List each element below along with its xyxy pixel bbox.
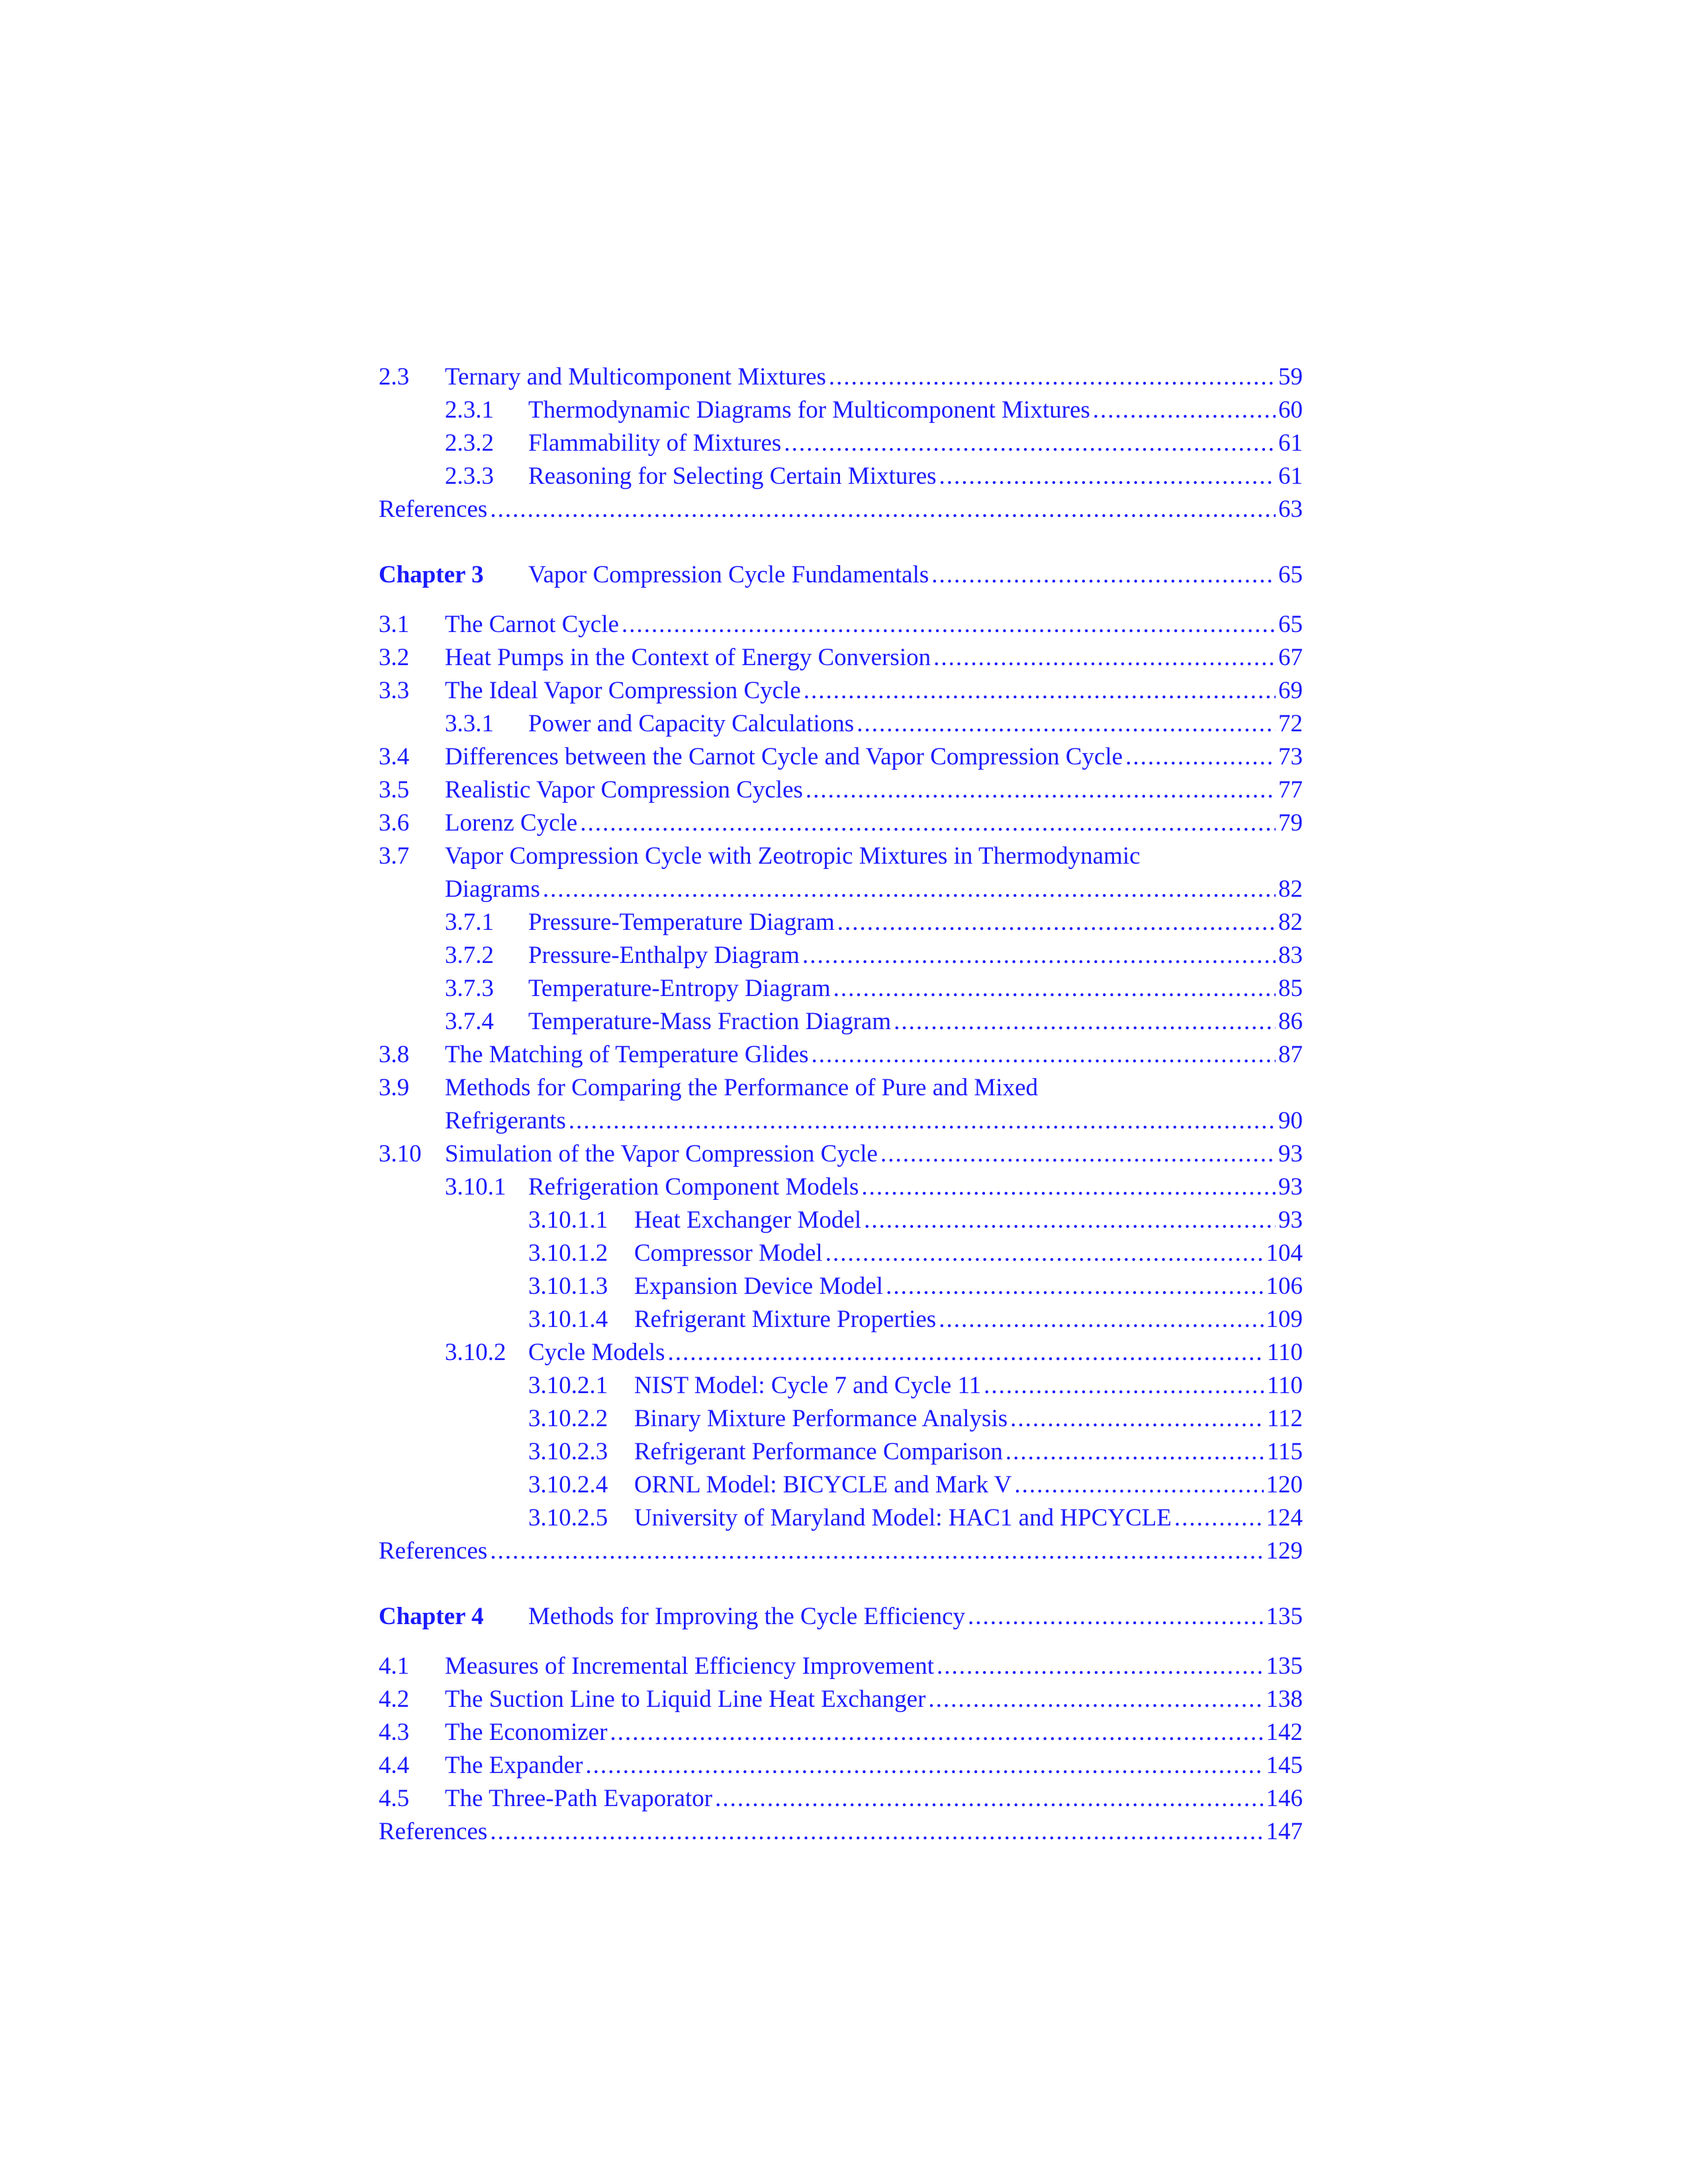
entry-page: 67 [1278, 644, 1303, 671]
entry-number: 2.3 [379, 363, 410, 390]
entry-number: 3.9 [379, 1074, 410, 1101]
dot-leader [802, 939, 1276, 972]
entry-number: 3.2 [379, 644, 410, 671]
toc-entry-3-6[interactable] [379, 807, 1303, 840]
dot-leader [543, 873, 1276, 906]
entry-page: 142 [1266, 1719, 1303, 1746]
entry-number: 3.10.1.1 [528, 1206, 608, 1234]
toc-entry-4-5[interactable] [379, 1782, 1303, 1815]
toc-entry-3-5[interactable] [379, 774, 1303, 807]
dot-leader [880, 1138, 1276, 1171]
dot-leader [804, 674, 1276, 707]
chapter-page: 65 [1278, 561, 1303, 588]
entry-page: 85 [1278, 975, 1303, 1002]
entry-title: References [379, 496, 488, 523]
dot-leader [1093, 394, 1276, 427]
entry-number: 3.3 [379, 677, 410, 704]
toc-entry-3-10-1-2[interactable] [379, 1237, 1303, 1270]
entry-page: 110 [1266, 1372, 1303, 1399]
dot-leader [784, 427, 1276, 460]
entry-page: 115 [1266, 1438, 1303, 1465]
entry-title: Simulation of the Vapor Compression Cycle [445, 1140, 878, 1167]
dot-leader [586, 1749, 1264, 1782]
entry-number: 4.4 [379, 1752, 410, 1779]
toc-entry-3-1[interactable] [379, 608, 1303, 641]
entry-page: 61 [1278, 463, 1303, 490]
toc-entry-3-4[interactable] [379, 741, 1303, 774]
entry-number: 2.3.3 [445, 463, 494, 490]
entry-title: The Three-Path Evaporator [445, 1785, 713, 1812]
entry-number: 3.10.1 [445, 1173, 506, 1201]
chapter-page: 135 [1266, 1603, 1303, 1630]
entry-number: 3.5 [379, 776, 410, 803]
toc-entry-3-10-1[interactable] [379, 1171, 1303, 1204]
entry-number: 3.10.2.1 [528, 1372, 608, 1399]
dot-leader [1174, 1502, 1264, 1535]
dot-leader [937, 1650, 1263, 1683]
entry-page: 77 [1278, 776, 1303, 803]
toc-entry-4-3[interactable] [379, 1716, 1303, 1749]
toc-entry-3-7-1[interactable] [379, 906, 1303, 939]
entry-page: 61 [1278, 430, 1303, 457]
entry-page: 145 [1266, 1752, 1303, 1779]
entry-number: 3.10.2.2 [528, 1405, 608, 1432]
toc-chapter-3[interactable] [379, 559, 1303, 592]
entry-number: 4.5 [379, 1785, 410, 1812]
entry-page: 138 [1266, 1686, 1303, 1713]
entry-title: Refrigeration Component Models [528, 1173, 859, 1201]
dot-leader [1125, 741, 1276, 774]
entry-page: 135 [1266, 1653, 1303, 1680]
entry-title: University of Maryland Model: HAC1 and HPCYCLE [634, 1504, 1172, 1531]
toc-chapter-4[interactable] [379, 1600, 1303, 1633]
entry-number: 3.10 [379, 1140, 422, 1167]
toc-entry-3-8[interactable] [379, 1038, 1303, 1071]
entry-page: 90 [1278, 1107, 1303, 1134]
toc-entry-3-7[interactable] [379, 840, 1303, 906]
toc-entry-references-ch4[interactable] [379, 1815, 1303, 1848]
toc-entry-3-3[interactable] [379, 674, 1303, 707]
entry-title: The Expander [445, 1752, 583, 1779]
entry-page: 146 [1266, 1785, 1303, 1812]
dot-leader [825, 1237, 1264, 1270]
entry-title: Measures of Incremental Efficiency Improvement [445, 1653, 935, 1680]
toc-entry-4-4[interactable] [379, 1749, 1303, 1782]
entry-title-continued: Refrigerants [445, 1107, 566, 1134]
entry-title: References [379, 1818, 488, 1845]
toc-entry-4-2[interactable] [379, 1683, 1303, 1716]
toc-entry-3-10-1-3[interactable] [379, 1270, 1303, 1303]
dot-leader [833, 972, 1276, 1005]
toc-entry-references-ch2[interactable] [379, 493, 1303, 526]
entry-number: 3.3.1 [445, 710, 494, 737]
entry-title: Reasoning for Selecting Certain Mixtures [528, 463, 937, 490]
entry-page: 82 [1278, 909, 1303, 936]
dot-leader [668, 1336, 1264, 1369]
entry-title: Binary Mixture Performance Analysis [634, 1405, 1008, 1432]
dot-leader [622, 608, 1276, 641]
entry-title: Lorenz Cycle [445, 809, 578, 837]
dot-leader [894, 1005, 1276, 1038]
table-of-contents [379, 361, 1303, 1848]
dot-leader [1006, 1435, 1264, 1469]
entry-title: Compressor Model [634, 1240, 823, 1267]
entry-number: 3.4 [379, 743, 410, 770]
entry-page: 59 [1278, 363, 1303, 390]
entry-page: 112 [1266, 1405, 1303, 1432]
entry-number: 3.6 [379, 809, 410, 837]
entry-number: 3.10.2 [445, 1339, 506, 1366]
entry-page: 60 [1278, 396, 1303, 424]
entry-page: 69 [1278, 677, 1303, 704]
toc-entry-3-2[interactable] [379, 641, 1303, 674]
entry-title: Refrigerant Mixture Properties [634, 1306, 937, 1333]
toc-entry-3-10[interactable] [379, 1138, 1303, 1171]
entry-page: 79 [1278, 809, 1303, 837]
entry-title: Heat Pumps in the Context of Energy Conversion [445, 644, 931, 671]
entry-page: 124 [1266, 1504, 1303, 1531]
dot-leader [715, 1782, 1263, 1815]
dot-leader [490, 1815, 1263, 1848]
dot-leader [1010, 1402, 1264, 1435]
entry-page: 63 [1278, 496, 1303, 523]
toc-entry-references-ch3[interactable] [379, 1535, 1303, 1568]
dot-leader [864, 1204, 1276, 1237]
entry-page: 147 [1266, 1818, 1303, 1845]
entry-number: 3.10.1.3 [528, 1273, 608, 1300]
entry-title: Realistic Vapor Compression Cycles [445, 776, 803, 803]
dot-leader [812, 1038, 1276, 1071]
dot-leader [984, 1369, 1264, 1402]
entry-number: 4.3 [379, 1719, 410, 1746]
entry-title: Temperature-Entropy Diagram [528, 975, 831, 1002]
toc-entry-2-3-3[interactable] [379, 460, 1303, 493]
dot-leader [569, 1105, 1276, 1138]
entry-number: 3.1 [379, 611, 410, 638]
entry-title: Vapor Compression Cycle with Zeotropic Mixtures in Thermodynamic [445, 842, 1141, 870]
toc-entry-2-3-2[interactable] [379, 427, 1303, 460]
toc-entry-3-9[interactable] [379, 1071, 1303, 1138]
entry-title: Pressure-Enthalpy Diagram [528, 942, 800, 969]
entry-page: 73 [1278, 743, 1303, 770]
entry-number: 3.7.2 [445, 942, 494, 969]
chapter-label: Chapter 4 [379, 1603, 484, 1630]
entry-title: The Matching of Temperature Glides [445, 1041, 809, 1068]
entry-page: 106 [1266, 1273, 1303, 1300]
entry-page: 86 [1278, 1008, 1303, 1035]
entry-number: 3.7.3 [445, 975, 494, 1002]
dot-leader [857, 707, 1276, 741]
toc-entry-3-7-2[interactable] [379, 939, 1303, 972]
chapter-title: Methods for Improving the Cycle Efficiency [528, 1603, 966, 1630]
entry-page: 83 [1278, 942, 1303, 969]
toc-entry-3-10-1-1[interactable] [379, 1204, 1303, 1237]
dot-leader [806, 774, 1276, 807]
entry-title: Heat Exchanger Model [634, 1206, 862, 1234]
toc-entry-2-3[interactable] [379, 361, 1303, 394]
toc-entry-3-10-2-2[interactable] [379, 1402, 1303, 1435]
entry-page: 72 [1278, 710, 1303, 737]
entry-title-continued: Diagrams [445, 876, 540, 903]
dot-leader [829, 361, 1276, 394]
entry-number: 2.3.1 [445, 396, 494, 424]
dot-leader [490, 1535, 1263, 1568]
toc-entry-3-10-2[interactable] [379, 1336, 1303, 1369]
toc-entry-3-10-2-1[interactable] [379, 1369, 1303, 1402]
toc-entry-3-10-2-4[interactable] [379, 1469, 1303, 1502]
entry-number: 3.10.2.4 [528, 1471, 608, 1498]
dot-leader [939, 460, 1276, 493]
dot-leader [886, 1270, 1263, 1303]
entry-number: 3.7 [379, 842, 410, 870]
entry-title: ORNL Model: BICYCLE and Mark V [634, 1471, 1012, 1498]
dot-leader [837, 906, 1276, 939]
entry-title: Cycle Models [528, 1339, 665, 1366]
entry-number: 4.1 [379, 1653, 410, 1680]
entry-page: 93 [1278, 1206, 1303, 1234]
entry-number: 3.10.1.4 [528, 1306, 608, 1333]
toc-entry-2-3-1[interactable] [379, 394, 1303, 427]
toc-entry-3-10-2-3[interactable] [379, 1435, 1303, 1469]
dot-leader [580, 807, 1276, 840]
dot-leader [1014, 1469, 1263, 1502]
entry-page: 104 [1266, 1240, 1303, 1267]
entry-title: The Ideal Vapor Compression Cycle [445, 677, 801, 704]
toc-entry-3-3-1[interactable] [379, 707, 1303, 741]
entry-title: Pressure-Temperature Diagram [528, 909, 835, 936]
entry-page: 120 [1266, 1471, 1303, 1498]
entry-title: Flammability of Mixtures [528, 430, 782, 457]
dot-leader [928, 1683, 1263, 1716]
entry-title: Power and Capacity Calculations [528, 710, 855, 737]
entry-page: 87 [1278, 1041, 1303, 1068]
chapter-title: Vapor Compression Cycle Fundamentals [528, 561, 929, 588]
toc-entry-3-7-3[interactable] [379, 972, 1303, 1005]
entry-page: 109 [1266, 1306, 1303, 1333]
entry-title: NIST Model: Cycle 7 and Cycle 11 [634, 1372, 982, 1399]
entry-page: 82 [1278, 876, 1303, 903]
chapter-label: Chapter 3 [379, 561, 484, 588]
entry-number: 3.10.2.5 [528, 1504, 608, 1531]
entry-number: 3.10.2.3 [528, 1438, 608, 1465]
entry-number: 3.8 [379, 1041, 410, 1068]
entry-page: 110 [1266, 1339, 1303, 1366]
entry-title: Differences between the Carnot Cycle and Vapor Compression Cycle [445, 743, 1123, 770]
toc-entry-3-10-1-4[interactable] [379, 1303, 1303, 1336]
entry-title: Ternary and Multicomponent Mixtures [445, 363, 826, 390]
dot-leader [610, 1716, 1264, 1749]
entry-number: 2.3.2 [445, 430, 494, 457]
dot-leader [939, 1303, 1263, 1336]
dot-leader [933, 641, 1276, 674]
entry-title: Refrigerant Performance Comparison [634, 1438, 1003, 1465]
entry-title: The Carnot Cycle [445, 611, 620, 638]
entry-page: 65 [1278, 611, 1303, 638]
entry-title: The Suction Line to Liquid Line Heat Exchanger [445, 1686, 926, 1713]
entry-title: Methods for Comparing the Performance of Pure and Mixed [445, 1074, 1039, 1101]
entry-title: Temperature-Mass Fraction Diagram [528, 1008, 892, 1035]
dot-leader [490, 493, 1276, 526]
entry-page: 129 [1266, 1537, 1303, 1565]
toc-entry-3-7-4[interactable] [379, 1005, 1303, 1038]
entry-title: References [379, 1537, 488, 1565]
dot-leader [968, 1600, 1263, 1633]
entry-title: Expansion Device Model [634, 1273, 884, 1300]
entry-page: 93 [1278, 1173, 1303, 1201]
entry-page: 93 [1278, 1140, 1303, 1167]
dot-leader [861, 1171, 1276, 1204]
entry-number: 3.7.1 [445, 909, 494, 936]
entry-number: 3.7.4 [445, 1008, 494, 1035]
entry-number: 3.10.1.2 [528, 1240, 608, 1267]
toc-entry-4-1[interactable] [379, 1650, 1303, 1683]
entry-title: The Economizer [445, 1719, 608, 1746]
entry-title: Thermodynamic Diagrams for Multicomponent Mixtures [528, 396, 1090, 424]
toc-entry-3-10-2-5[interactable] [379, 1502, 1303, 1535]
dot-leader [931, 559, 1276, 592]
entry-number: 4.2 [379, 1686, 410, 1713]
